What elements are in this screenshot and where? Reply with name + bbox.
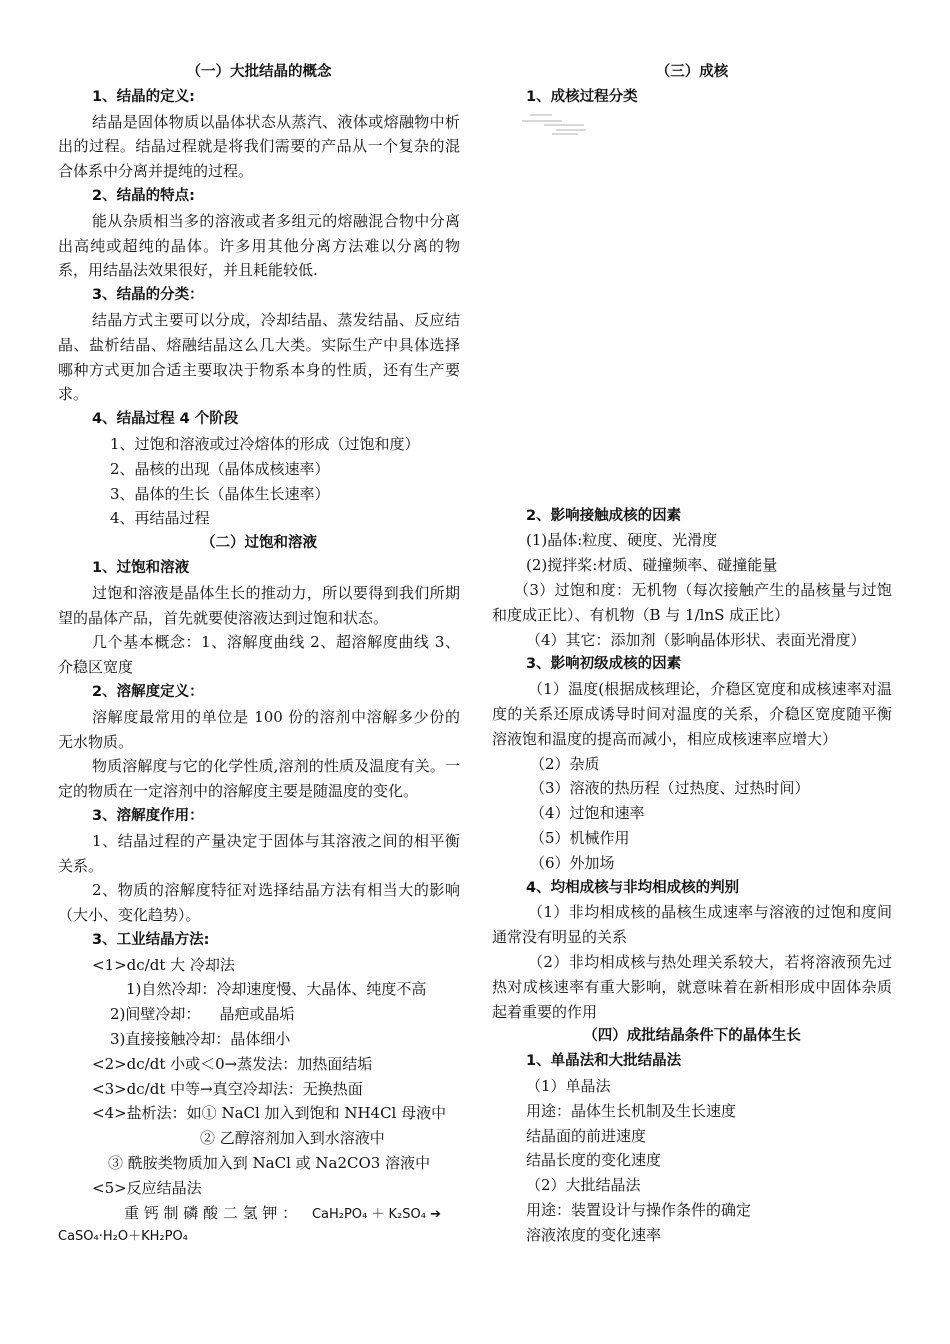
method-detail: 用途：晶体生长机制及生长速度 (526, 1101, 737, 1120)
method-item: <5>反应结晶法 (92, 1178, 202, 1197)
subheading: 4、均相成核与非均相成核的判别 (526, 879, 740, 896)
subheading: 4、结晶过程 4 个阶段 (92, 411, 239, 428)
subheading: 2、溶解度定义： (92, 683, 204, 700)
paragraph: （1）温度(根据成核理论，介稳区宽度和成核速率对温度的关系还原成诱导时间对温度的关系，介稳区宽度随平衡溶液饱和温度的提高而减小，相应成核速率应增大） (492, 680, 892, 748)
method-item: <1>dc/dt 大 冷却法 (92, 955, 235, 974)
paragraph: 溶解度最常用的单位是 100 份的溶剂中溶解多少份的无水物质。 (58, 707, 460, 751)
method-item: <4>盐析法：如① NaCl 加入到饱和 NH4Cl 母液中 (92, 1104, 447, 1123)
paragraph: （1）非均相成核的晶核生成速率与溶液的过饱和度间通常没有明显的关系 (492, 903, 892, 947)
subheading: 1、结晶的定义: (92, 88, 195, 105)
figure-space (492, 136, 892, 504)
left-column (58, 60, 460, 1250)
list-item: （5）机械作用 (530, 828, 630, 847)
subheading: 1、成核过程分类 (526, 88, 638, 105)
factor-item: (1)晶体:粒度、硬度、光滑度 (526, 531, 718, 550)
subheading: 3、工业结晶方法: (92, 931, 210, 948)
list-item: （3）溶液的热历程（过热度、过热时间） (530, 779, 810, 798)
reaction-equation: CaH₂PO₄ ＋ K₂SO₄ ➔ (311, 1206, 441, 1222)
list-item: （4）过饱和速率 (530, 804, 645, 823)
reaction-products: CaSO₄·H₂O＋KH₂PO₄ (58, 1229, 188, 1245)
subheading: 3、结晶的分类： (92, 287, 204, 304)
nucleation-diagram-placeholder (516, 112, 892, 136)
list-item: 3、晶体的生长（晶体生长速率） (110, 484, 330, 503)
list-item: 1、过饱和溶液或过冷熔体的形成（过饱和度） (110, 434, 420, 453)
section-heading: （三）成核 (655, 64, 729, 80)
method-detail: 结晶面的前进速度 (526, 1126, 647, 1145)
list-item: （2）杂质 (530, 754, 600, 773)
list-item: 2、晶核的出现（晶体成核速率） (110, 459, 330, 478)
method-item: （1）单晶法 (526, 1076, 611, 1095)
paragraph: 几个基本概念：1、溶解度曲线 2、超溶解度曲线 3、介稳区宽度 (58, 633, 460, 677)
section-heading: （四）成批结晶条件下的晶体生长 (583, 1028, 801, 1045)
list-item: （6）外加场 (530, 853, 615, 872)
subheading: 1、过饱和溶液 (92, 559, 190, 576)
paragraph: 结晶是固体物质以晶体状态从蒸汽、液体或熔融物中析出的过程。结晶过程就是将我们需要的产品从一个复杂的混合体系中分离并提纯的过程。 (58, 112, 460, 181)
subheading: 2、影响接触成核的因素 (526, 507, 682, 524)
reaction-line (58, 1201, 460, 1226)
paragraph: 过饱和溶液是晶体生长的推动力，所以要得到我们所期望的晶体产品，首先就要使溶液达到过饱和状态。 (58, 583, 460, 627)
subheading: 1、单晶法和大批结晶法 (526, 1053, 682, 1070)
method-detail: 用途：装置设计与操作条件的确定 (526, 1200, 752, 1219)
subheading: 2、结晶的特点: (92, 187, 195, 204)
method-subitem: ③ 酰胺类物质加入到 NaCl 或 Na2CO3 溶液中 (108, 1154, 431, 1173)
section-heading: （二）过饱和溶液 (201, 535, 317, 552)
method-subitem: ② 乙醇溶剂加入到水溶液中 (200, 1129, 385, 1148)
reaction-label: 重 钙 制 磷 酸 二 氢 钾 ： (124, 1203, 298, 1222)
list-item: 4、再结晶过程 (110, 509, 210, 528)
subheading: 3、影响初级成核的因素 (526, 656, 682, 673)
method-subitem: 1)自然冷却：冷却速度慢、大晶体、纯度不高 (126, 980, 427, 999)
method-subitem: 3)直接接触冷却：晶体细小 (110, 1030, 291, 1049)
paragraph: 物质溶解度与它的化学性质,溶剂的性质及温度有关。一定的物质在一定溶剂中的溶解度主要是随温度的变化。 (58, 757, 460, 801)
method-item: <2>dc/dt 小或＜0→蒸发法：加热面结垢 (92, 1054, 373, 1073)
method-item: （2）大批结晶法 (526, 1176, 641, 1195)
subheading: 3、溶解度作用： (92, 807, 204, 824)
factor-item: （4）其它：添加剂（影响晶体形状、表面光滑度） (526, 630, 866, 649)
method-detail: 结晶长度的变化速度 (526, 1151, 662, 1170)
paragraph: （2）非均相成核与热处理关系较大，若将溶液预先过热对成核速率有重大影响，就意味着在新相形成中固体杂质起着重要的作用 (492, 952, 892, 1021)
paragraph: 2、物质的溶解度特征对选择结晶方法有相当大的影响（大小、变化趋势）。 (58, 881, 460, 925)
paragraph: 1、结晶过程的产量决定于固体与其溶液之间的相平衡关系。 (58, 831, 460, 875)
factor-item: (2)搅拌桨:材质、碰撞频率、碰撞能量 (526, 556, 778, 575)
factor-item: （3）过饱和度：无机物（每次接触产生的晶核量与过饱和度成正比）、有机物（B 与 1/lnS 成正比） (492, 580, 892, 624)
right-column (492, 60, 892, 1248)
paragraph: 结晶方式主要可以分成，冷却结晶、蒸发结晶、反应结晶、盐析结晶、熔融结晶这么几大类。实际生产中具体选择哪种方式更加合适主要取决于物系本身的性质，还有生产要求。 (58, 310, 460, 404)
section-heading: （一）大批结晶的概念 (186, 64, 332, 80)
paragraph: 能从杂质相当多的溶液或者多组元的熔融混合物中分离出高纯或超纯的晶体。许多用其他分离方法难以分离的物系，用结晶法效果很好，并且耗能较低. (58, 211, 460, 280)
method-subitem: 2)间壁冷却： 晶疤或晶垢 (110, 1005, 295, 1024)
method-item: <3>dc/dt 中等→真空冷却法：无换热面 (92, 1079, 363, 1098)
method-detail: 溶液浓度的变化速率 (526, 1225, 662, 1244)
